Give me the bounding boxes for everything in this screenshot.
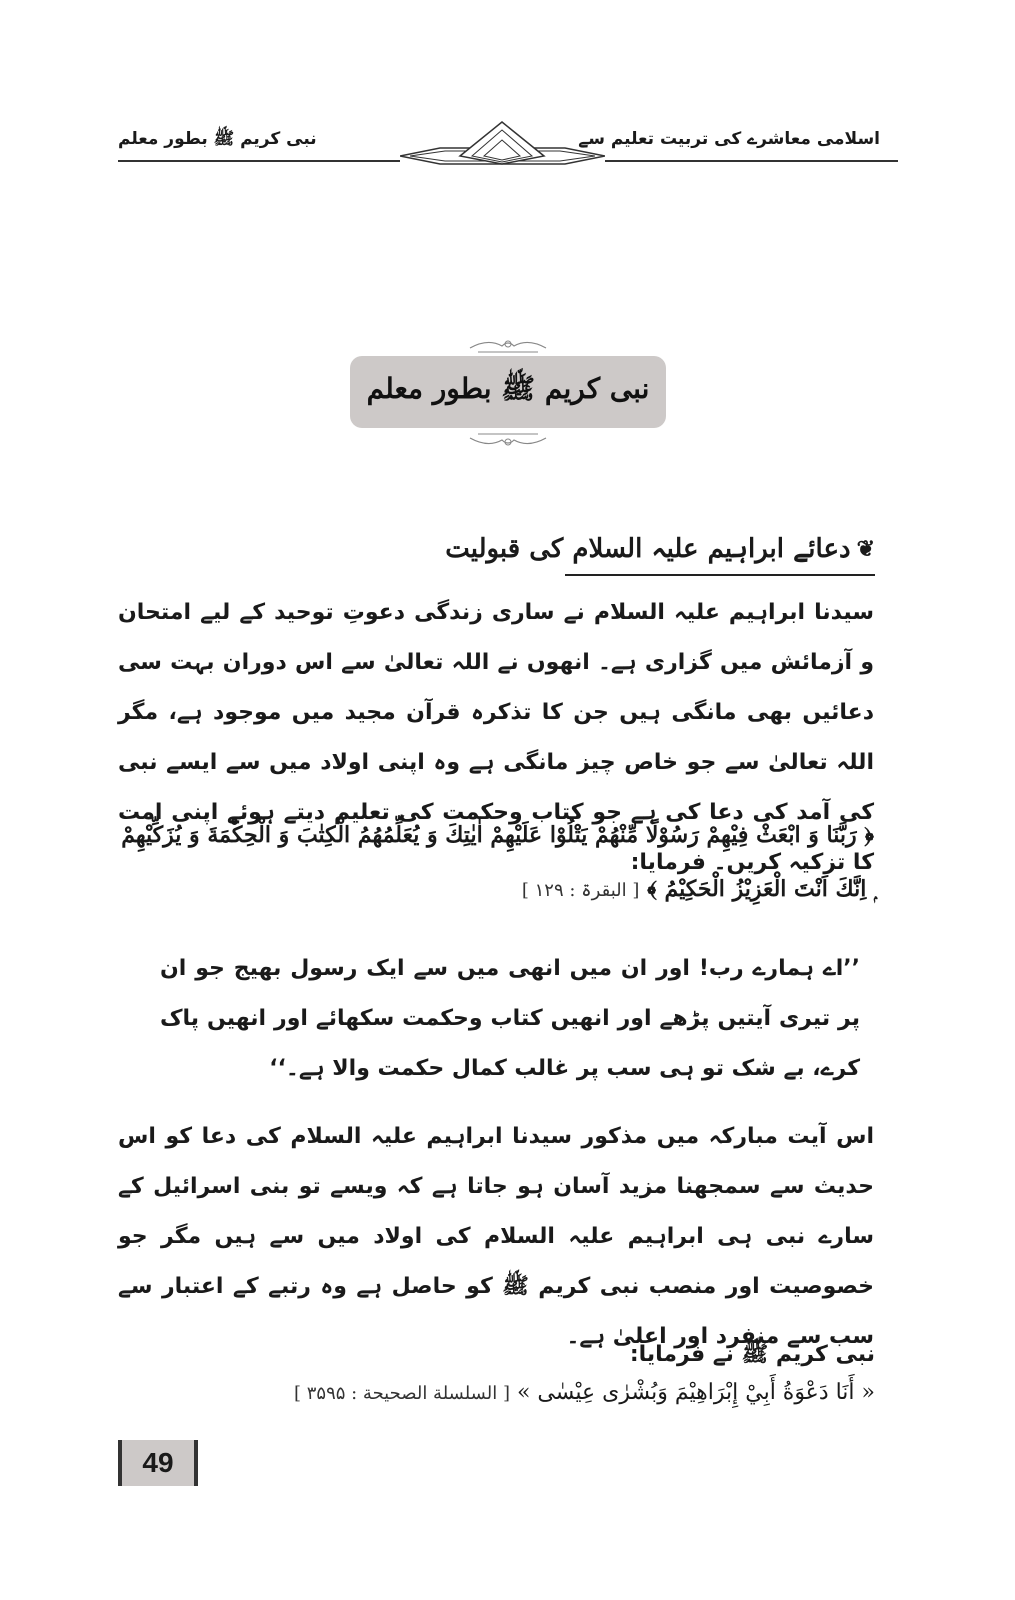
paragraph-intro: سیدنا ابراہیم علیہ السلام نے ساری زندگی دعوتِ توحید کے لیے امتحان و آزمائش میں گزاری ہے۔ انھوں نے اللہ تعالیٰ سے اس دوران بہت سی دعائیں بھی مانگی ہیں جن کا تذکرہ قرآن مجید میں موجود ہے، مگر اللہ تعالیٰ سے جو خاص چیز مانگی ہے وہ اپنی اولاد میں سے ایسے نبی کی آمد کی دعا کی ہے جو کتاب وحکمت کی تعلیم دیتے ہوئے اپنی امت کا تزکیہ کریں۔ فرمایا: [118,600,874,875]
verse-translation: ’’اے ہمارے رب! اور ان میں انھی میں سے ایک رسول بھیج جو ان پر تیری آیتیں پڑھے اور انھیں کتاب وحکمت سکھائے اور انھیں پاک کرے، بے شک تو ہی سب پر غالب کمال حکمت والا ہے۔‘‘ [160,956,860,1081]
section-heading-text: دعائے ابراہیم علیہ السلام کی قبولیت [445,534,851,564]
flourish-icon: ❦ [856,536,875,562]
quran-reference: [ البقرۃ : ۱۲۹ ] [521,880,640,901]
header-ornament-icon [400,118,605,168]
hadith-text: « أَنَا دَعْوَةُ أَبِيْ إِبْرَاهِيْمَ وَبُشْرٰى عِيْسٰى » [516,1380,875,1405]
quran-verse-text: ﴿ رَبَّنَا وَ ابْعَثْ فِيْهِمْ رَسُوْلًا مِّنْهُمْ يَتْلُوْا عَلَيْهِمْ اٰيٰتِكَ وَ يُعَلِّمُهُمُ الْكِتٰبَ وَ الْحِكْمَةَ وَ يُزَكِّيْهِمْ ۭ اِنَّكَ اَنْتَ الْعَزِيْزُ الْحَكِيْمُ ﴾ [121,822,874,902]
section-underline [565,574,875,576]
section-heading [445,534,875,564]
chapter-title: نبی کریم ﷺ بطور معلم [350,356,666,428]
page-number: 49 [118,1440,198,1486]
quran-verse [118,808,874,918]
title-top-ornament-icon [468,336,548,356]
running-header-chapter-title: نبی کریم ﷺ بطور معلم [118,129,317,149]
running-header-book-title: اسلامی معاشرے کی تربیت تعلیم سے [578,129,880,149]
title-bottom-ornament-icon [468,430,548,450]
hadith-intro: نبی کریم ﷺ نے فرمایا: [629,1342,875,1367]
hadith [294,1380,875,1405]
hadith-reference: [ السلسلة الصحيحة : ۳۵۹۵ ] [293,1383,510,1404]
paragraph-explanation: اس آیت مبارکہ میں مذکور سیدنا ابراہیم علیہ السلام کی دعا کو اس حدیث سے سمجھنا مزید آسان ہو جاتا ہے کہ ویسے تو بنی اسرائیل کے سارے نبی ہی ابراہیم علیہ السلام کی اولاد میں سے ہیں مگر جو خصوصیت اور منصب نبی کریم ﷺ کو حاصل ہے وہ رتبے کے اعتبار سے سب سے منفرد اور اعلیٰ ہے۔ [118,1124,874,1349]
